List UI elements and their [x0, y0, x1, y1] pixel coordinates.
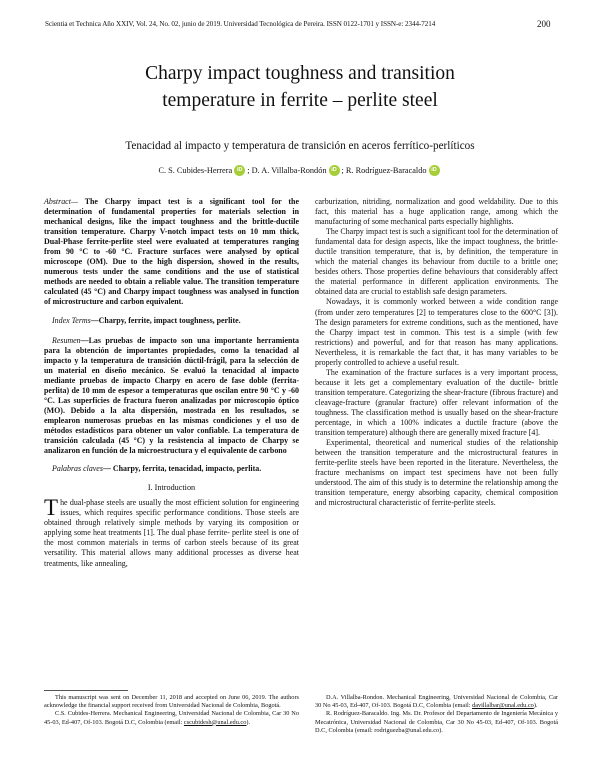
section-heading-introduction: I. Introduction: [147, 483, 196, 493]
footnote-manuscript: This manuscript was sent on December 11, 2018 and accepted on June 06, 2019. The authors acknowledge the financial support received from Universidad Nacional de Colombia, Bogotá.: [44, 694, 299, 710]
resumen: [44, 336, 299, 457]
abstract: [44, 197, 299, 308]
resumen-label: Resumen: [52, 335, 81, 345]
page-number: 200: [537, 19, 551, 29]
footnotes-right: [315, 694, 558, 735]
paper-subtitle: Tenacidad al impacto y temperatura de transición en aceros ferrítico-perlíticos: [125, 140, 475, 152]
palabras-label: Palabras claves: [52, 464, 103, 474]
email-link[interactable]: cscubidesh@unal.edu.co: [183, 718, 247, 726]
author-1: C. S. Cubides-Herrera: [158, 166, 233, 175]
title-line-2: temperature in ferrite – perlite steel: [162, 90, 438, 111]
right-paragraph-1: carburization, nitriding, normalization and good weldability. Due to this fact, this material has a huge application range, among which the manufacturing of some mechanical parts especially highlights.: [315, 197, 558, 227]
right-paragraph-2: The Charpy impact test is such a significant tool for the determination of fundamental data for design aspects, like the impact toughness, the brittle-ductile transition temperature, that is, by definition, the temperature in which the material changes its behaviour from ductile to a brittle one; besides others. Those properties define behaviours that considerably affect the material performance in different application environments. The obtained data are crucial to establish safe design parameters.: [315, 227, 558, 297]
right-paragraph-4: The examination of the fracture surfaces is a very important process, because it lets get a complementary evaluation of the ductile- brittle transition temperature. Categorizing the shear-fracture (fibrous fracture) and cleavage-fracture (granular fracture) offer relevant information of the toughness. The classification method is usually based on the shear-fracture percentage, in which a 100% indicates a ductile fracture (above the transition temperature) although there are generally mixed fracture [4].: [315, 367, 558, 438]
intro-paragraph: [44, 495, 299, 568]
journal-header: Scientia et Technica Año XXIV, Vol. 24, No. 02, junio de 2019. Universidad Tecnológica de Pereira. ISSN 0122-1701 y ISSN-e: 2344-7214: [45, 20, 436, 28]
title-line-1: Charpy impact toughness and transition: [145, 63, 455, 84]
footnote-author-1: C.S. Cubides-Herrera. Mechanical Engineering, Universidad Nacional de Colombia, Car 30 No 45-03, Ed-407, Of-103. Bogotá D.C, Colombia (email: cscubidesh@unal.edu.co).: [44, 710, 299, 726]
index-terms-label: Index Terms: [52, 315, 91, 325]
email-link[interactable]: davillalbar@unal.edu.co: [472, 702, 534, 710]
resumen-text: —Las pruebas de impacto son una importante herramienta para la obtención de importantes propiedades, como la tenacidad al impacto y la temperatura de transición dúctil-frágil, para la selección de un material en diseño mecánico. Se evaluó la tenacidad al impacto mediante pruebas de impacto Charpy en acero de fase doble (ferrita-perlita) de 10 mm de espesor a temperaturas que oscilan entre 90 °C y -60 °C. Las superficies de fractura fueron analizadas por microscopio óptico (MO). Debido a la alta dispersión, mostrada en los resultados, se emplearon numerosas pruebas en las mismas condiciones y el uso de métodos estadísticos para obtener un valor confiable. La temperatura de transición calculada (45 °C) y la resistencia al impacto de Charpy se analizaron en función de la microestructura y el equivalente de carbono: [44, 335, 299, 456]
orcid-icon[interactable]: iD: [234, 165, 245, 176]
orcid-icon[interactable]: iD: [329, 165, 340, 176]
author-2: ; D. A. Villalba-Rondón: [247, 166, 327, 175]
right-column: [315, 197, 558, 508]
index-terms-text: —Charpy, ferrite, impact toughness, perlite.: [90, 315, 241, 325]
palabras-text: — Charpy, ferrita, tenacidad, impacto, perlita.: [102, 464, 262, 474]
orcid-icon[interactable]: iD: [429, 165, 440, 176]
author-3: ; R. Rodríguez-Baracaldo: [341, 166, 427, 175]
footnote-author-2: D.A. Villalba-Rondon. Mechanical Engineering, Universidad Nacional de Colombia, Car 30 No 45-03, Ed-407, Of-103. Bogotá D.C, Colombia (email: davillalbar@unal.edu.co).: [315, 694, 558, 710]
palabras-claves: [44, 464, 299, 474]
footnote-author-3: R. Rodríguez-Baracaldo. Ing. Ms. Dr. Profesor del Departamento de Ingeniería Mecánica y Mecatrónica, Universidad Nacional de Colombia, Car 30 No 45-03, Ed-407, Of-103. Bogotá D.C, Colombia (email: rodriguezba@unal.edu.co).: [315, 710, 558, 734]
paper-title: [40, 60, 560, 114]
abstract-label: Abstract—: [44, 197, 78, 206]
author-line: [0, 165, 600, 176]
right-paragraph-3: Nowadays, it is commonly worked between a wide condition range (from under zero temperatures [2] to temperatures close to the 600°C [3]). The design parameters for extreme conditions, such as the mentioned, have the Charpy impact test in common. This test is a simple (with few restrictions) and powerful, and for that reason has many applications. Nevertheless, it is remarkable the fact that, it has many variables to be properly controlled to achieve a useful result.: [315, 297, 558, 367]
footnotes-left: [44, 694, 299, 727]
abstract-text: The Charpy impact test is a significant tool for the determination of fundamental properties for materials selection in mechanical designs, like the impact toughness and the brittle-ductile transition temperature. Charpy V-notch impact tests on 10 mm thick, Dual-Phase ferrite-perlite steel were evaluated at temperatures ranging from 90 °C to -60 °C. Fracture surfaces were analysed by optical microscope (OM). Due to the high dispersion, showed in the results, numerous tests under the same conditions and the use of statistical methods are needed to obtain a reliable value. The transition temperature calculated (45 °C) and Charpy impact toughness was analysed in function of microstructure and carbon equivalent.: [44, 197, 299, 307]
drop-cap: T: [44, 495, 59, 521]
index-terms: [44, 316, 299, 326]
right-paragraph-5: Experimental, theoretical and numerical studies of the relationship between the transition temperature and the microstructural features in ferrite-perlite steels have been reported in the literature. Nevertheless, the fracture mechanisms on impact test specimens have not been fully understood. The aim of this study is to determine the relationship among the transition temperature, energy absorbing capacity, chemical composition and microstructural characteristic of ferrite-perlite steels.: [315, 438, 558, 508]
left-column: [44, 197, 299, 569]
footnote-divider: [44, 690, 128, 691]
intro-text: he dual-phase steels are usually the most efficient solution for engineering issues, which requires specific performance conditions. Those steels are obtained through relatively simple methods by varying its composition or applying some heat treatments [1]. The dual phase ferrite- perlite steel is one of the most common materials in terms of carbon steels because of its great versatility. This material allows many additional processes as diverse heat treatments, like annealing,: [44, 498, 299, 568]
